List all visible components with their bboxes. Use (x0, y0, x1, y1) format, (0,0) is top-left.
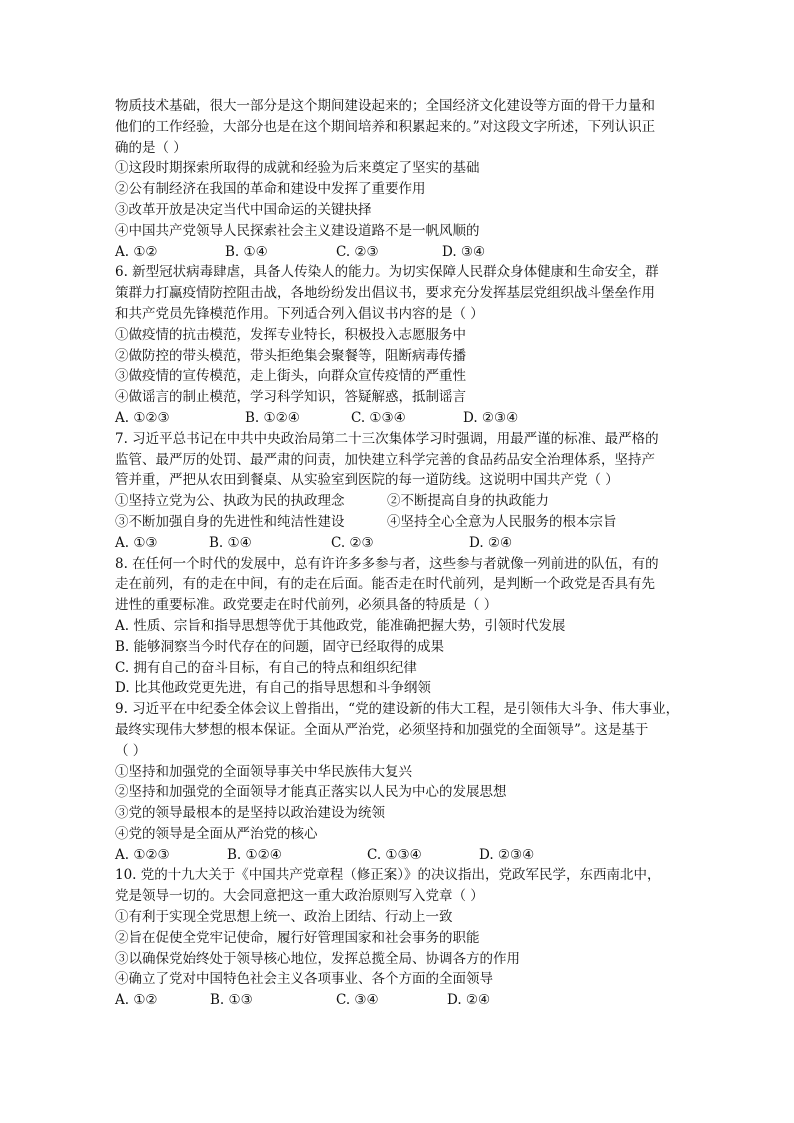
statement-item: ③做疫情的宣传模范，走上街头，向群众宣传疫情的严重性 (115, 368, 466, 385)
option-c: C. ③④ (336, 992, 379, 1009)
question-stem-line: 监管、最严厉的处罚、最严肃的问责，加快建立科学完善的食品药品安全治理体系，坚持产 (115, 451, 655, 468)
question-6 (115, 262, 684, 428)
option-a: A. ①②③ (115, 409, 170, 426)
option-a: A. ①③ (115, 534, 158, 551)
question-7 (115, 429, 684, 554)
option-b: B. ①③ (210, 992, 253, 1009)
option-c: C. ①③④ (367, 846, 422, 863)
option-a: A. ①② (115, 992, 158, 1009)
option-b: B. ①④ (225, 243, 268, 260)
question-stem-line: 6. 新型冠状病毒肆虐，具备人传染人的能力。为切实保障人民群众身体健康和生命安全，群 (115, 264, 659, 281)
option-d: D. ②④ (447, 992, 491, 1009)
statement-item: ①做疫情的抗击模范，发挥专业特长，积极投入志愿服务中 (115, 326, 466, 343)
statement-pair (115, 512, 684, 533)
question-stem-line: 9. 习近平在中纪委全体会议上曾指出，“党的建设新的伟大工程，是引领伟大斗争、伟大事业， (115, 701, 680, 718)
option-b: B. ①④ (209, 534, 252, 551)
answer-options (115, 242, 684, 263)
question-stem-line: 策群力打赢疫情防控阻击战，各地纷纷发出倡议书，要求充分发挥基层党组织战斗堡垒作用 (115, 285, 655, 302)
question-8 (115, 554, 684, 700)
statement-item: ③党的领导最根本的是坚持以政治建设为统领 (115, 805, 385, 822)
option-b: B. ①②④ (227, 846, 282, 863)
option-d: D. ②③④ (463, 409, 519, 426)
question-stem-line: 他们的工作经验，大部分也是在这个期间培养和积累起来的。”对这段文字所述，下列认识正 (115, 118, 656, 135)
question-stem-line: 物质技术基础，很大一部分是这个期间建设起来的；全国经济文化建设等方面的骨干力量和 (115, 98, 655, 114)
option-d: D. ③④ (442, 243, 486, 260)
statement-item: ③改革开放是决定当代中国命运的关键抉择 (115, 201, 372, 218)
option-b: B. ①②④ (245, 409, 300, 426)
statement-item: ④中国共产党领导人民探索社会主义建设道路不是一帆风顺的 (115, 222, 480, 239)
question-stem-line: 党是领导一切的。大会同意把这一重大政治原则写入党章（ ） (115, 888, 484, 905)
question-stem-line: 8. 在任何一个时代的发展中，总有许许多多参与者，这些参与者就像一列前进的队伍，有的 (115, 555, 659, 572)
option-a: A. ①②③ (115, 846, 170, 863)
question-stem-line: 确的是（ ） (115, 139, 187, 156)
statement-item: ②不断提高自身的执政能力 (387, 493, 549, 510)
option-c: C. ②③ (331, 534, 374, 551)
statement-item: ④做谣言的制止模范，学习科学知识，答疑解惑，抵制谣言 (115, 389, 466, 406)
statement-item: ③以确保党始终处于领导核心地位，发挥总揽全局、协调各方的作用 (115, 950, 520, 967)
question-stem-line: 进性的重要标准。政党要走在时代前列，必须具备的特质是（ ） (115, 597, 498, 614)
statement-item: ④党的领导是全面从严治党的核心 (115, 825, 318, 842)
option-a: A. ①② (115, 243, 158, 260)
statement-item: ①有利于实现全党思想上统一、政治上团结、行动上一致 (115, 909, 453, 926)
option-d: D. ②③④ (479, 846, 535, 863)
statement-item: ①坚持立党为公、执政为民的执政理念 (115, 493, 345, 510)
statement-pair (115, 491, 684, 512)
answer-options (115, 990, 684, 1011)
option-b: B. 能够洞察当今时代存在的问题，固守已经取得的成果 (115, 638, 445, 655)
statement-item: ②坚持和加强党的全面领导才能真正落实以人民为中心的发展思想 (115, 784, 507, 801)
question-stem-line: 10. 党的十九大关于《中国共产党章程（修正案）》的决议指出，党政军民学，东西南北中， (115, 867, 661, 884)
question-stem-line: 和共产党员先锋模范作用。下列适合列入倡议书内容的是（ ） (115, 305, 484, 322)
statement-item: ②旨在促使全党牢记使命，履行好管理国家和社会事务的职能 (115, 929, 480, 946)
option-c: C. 拥有自己的奋斗目标，有自己的特点和组织纪律 (115, 659, 417, 676)
question-stem-line: 7. 习近平总书记在中共中央政治局第二十三次集体学习时强调，用最严谨的标准、最严格的 (115, 430, 659, 447)
option-c: C. ②③ (336, 243, 379, 260)
question-10 (115, 865, 684, 1011)
question-5 (115, 96, 684, 262)
option-c: C. ①③④ (351, 409, 406, 426)
statement-item: ①坚持和加强党的全面领导事关中华民族伟大复兴 (115, 763, 412, 780)
option-d: D. 比其他政党更先进，有自己的指导思想和斗争纲领 (115, 680, 431, 697)
question-9 (115, 699, 684, 865)
statement-item: ④确立了党对中国特色社会主义各项事业、各个方面的全面领导 (115, 971, 493, 988)
answer-options (115, 408, 684, 429)
answer-options (115, 845, 684, 866)
statement-item: ③不断加强自身的先进性和纯洁性建设 (115, 513, 345, 530)
statement-item: ④坚持全心全意为人民服务的根本宗旨 (387, 513, 617, 530)
statement-item: ①这段时期探索所取得的成就和经验为后来奠定了坚实的基础 (115, 160, 480, 177)
statement-item: ②公有制经济在我国的革命和建设中发挥了重要作用 (115, 181, 426, 198)
statement-item: ②做防控的带头模范，带头拒绝集会聚餐等，阻断病毒传播 (115, 347, 466, 364)
question-stem-line: 最终实现伟大梦想的根本保证。全面从严治党，必须坚持和加强党的全面领导”。这是基于 (115, 721, 649, 738)
question-stem-line: 管并重，严把从农田到餐桌、从实验室到医院的每一道防线。这说明中国共产党（ ） (115, 472, 619, 489)
option-d: D. ②④ (469, 534, 513, 551)
answer-options (115, 533, 684, 554)
option-a: A. 性质、宗旨和指导思想等优于其他政党，能准确把握大势，引领时代发展 (115, 617, 566, 634)
question-stem-line: 走在前列，有的走在中间，有的走在后面。能否走在时代前列，是判断一个政党是否具有先 (115, 576, 655, 593)
question-stem-line: （ ） (115, 742, 147, 759)
